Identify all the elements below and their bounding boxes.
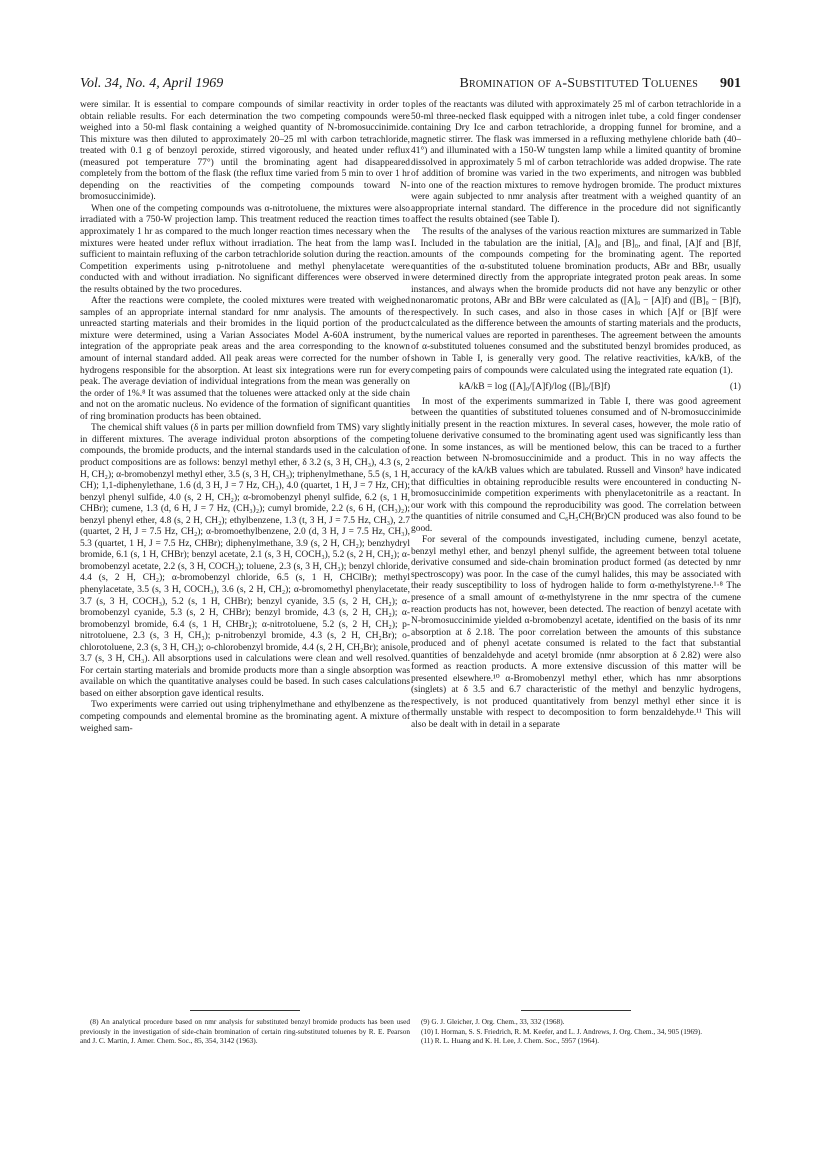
running-head — [80, 76, 741, 92]
right-column — [411, 100, 741, 732]
left-column — [80, 100, 410, 735]
paragraph: In most of the experiments summarized in Table I, there was good agreement between the quantities of substituted toluenes consumed and of N-bromosuccinimide initially present in the reaction mixtures. In several cases, however, the mole ratio of toluene derivative consumed to the brominating agent used was significantly less than one. In some instances, as will be mentioned below, this can be traced to a further reaction between N-bromosuccinimide and a product. This in no way affects the accuracy of the kA/kB values which are tabulated. Russell and Vinson⁹ have indicated that difficulties in obtaining reproducible results were encountered in conducting N-bromosuccinimide competition experiments with phenylacetonitrile as a reactant. In our work with this compound the reproducibility was good. The correlation between the quantities of nitrile consumed and C₆H₅CH(Br)CN produced was also found to be good. — [411, 396, 741, 534]
equation-number: (1) — [729, 381, 741, 393]
running-head-right — [459, 76, 741, 92]
paragraph: were similar. It is essential to compare compounds of similar reactivity in order to obtain reliable results. For each determination the two competing compounds were weighed into a 50-ml flask containing a weighed quantity of N-bromosuccinimide. This mixture was then diluted to approximately 20–25 ml with carbon tetrachloride, treated with 0.1 g of benzoyl peroxide, stirred vigorously, and heated under reflux (measured pot temperature 77°) until the brominating agent had disappeared completely from the bottom of the flask (the reflux time varied from 5 min to over 1 hr depending on the reactivities of the competing compounds toward N-bromosuccinimide). — [80, 100, 410, 203]
footnotes-left — [80, 1010, 410, 1046]
equation-1 — [411, 381, 741, 393]
paragraph: The results of the analyses of the various reaction mixtures are summarized in Table I. Included in the tabulation are the initial, [A]₀ and [B]₀, and final, [A]f and [B]f, amounts of the compounds competing for the brominating agent. The reported quantities of the α-substituted toluene bromination products, ABr and BBr, usually were determined directly from the appropriate integrated proton peak areas. In some instances, and always when the bromide products did not have any benzylic or other nonaromatic protons, ABr and BBr were calculated as ([A]₀ − [A]f) and ([B]₀ − [B]f), respectively. In such cases, and also in those cases in which [A]f or [B]f were calculated as the difference between the amounts of starting materials and the products, the numerical values are reported in parentheses. The agreement between the amounts of α-substituted toluenes consumed and the substituted benzyl bromides produced, as shown in Table I, is generally very good. The relative reactivities, kA/kB, of the competing pairs of compounds were calculated using the integrated rate equation (1). — [411, 227, 741, 376]
footnote: (10) I. Horman, S. S. Friedrich, R. M. Keefer, and L. J. Andrews, J. Org. Chem., 34, 905 (1969). — [421, 1026, 703, 1036]
paragraph: Two experiments were carried out using triphenylmethane and ethylbenzene as the competing compounds and elemental bromine as the brominating agent. A mixture of weighed sam- — [80, 700, 410, 734]
footnote: (8) An analytical procedure based on nmr analysis for substituted benzyl bromide products has been used previously in the investigation of side-chain bromination of certain ring-substituted toluenes by R. E. Pearson and J. C. Martin, J. Amer. Chem. Soc., 85, 354, 3142 (1963). — [80, 1017, 410, 1046]
running-title: Bromination of α-Substituted Toluenes — [459, 76, 698, 91]
page-number: 901 — [720, 76, 741, 91]
journal-volume: Vol. 34, No. 4, April 1969 — [80, 76, 224, 91]
equation-text: kA/kB = log ([A]₀/[A]f)/log ([B]₀/[B]f) — [459, 381, 611, 393]
footnotes-right — [411, 1010, 741, 1046]
paragraph: When one of the competing compounds was α-nitrotoluene, the mixtures were also irradiated with a 750-W projection lamp. This treatment reduced the reaction times to approximately 1 hr as compared to the much longer reaction times necessary when the mixtures were heated under reflux without irradiation. The heat from the lamp was sufficient to maintain refluxing of the carbon tetrachloride solution during the reaction. Competition experiments using p-nitrotoluene and methyl phenylacetate were conducted with and without irradiation. No significant differences were observed in the results obtained by the two procedures. — [80, 203, 410, 295]
paragraph: For several of the compounds investigated, including cumene, benzyl acetate, benzyl methyl ether, and benzyl phenyl sulfide, the agreement between total toluene derivative consumed and side-chain bromination product formed (as detected by nmr spectroscopy) was poor. In the case of the cumyl halides, this may be associated with their ready susceptibility to loss of hydrogen halide to form α-methylstyrene.¹·⁸ The presence of a small amount of α-methylstyrene in the nmr spectra of the cumene reaction products has not, however, been detected. The reaction of benzyl acetate with N-bromosuccinimide yielded α-bromobenzyl acetate, identified on the basis of its nmr absorption at δ 2.18. The poor correlation between the amounts of this substance produced and of phenyl acetate consumed is related to the fact that substantial quantities of benzaldehyde and acetyl bromide (nmr absorption at δ 2.82) were also formed as reaction products. A more extensive discussion of this matter will be presented elsewhere.¹⁰ α-Bromobenzyl methyl ether, which has nmr absorptions (singlets) at δ 3.5 and 6.7 characteristic of the methyl and benzylic hydrogens, respectively, is not produced quantitatively from benzyl methyl ether since it is thermally unstable with respect to decomposition to form benzaldehyde.¹¹ This will also be dealt with in detail in a separate — [411, 535, 741, 730]
paragraph: ples of the reactants was diluted with approximately 25 ml of carbon tetrachloride in a 50-ml three-necked flask equipped with a nitrogen inlet tube, a cold finger condenser containing Dry Ice and carbon tetrachloride, a dropping funnel for bromine, and a magnetic stirrer. The flask was immersed in a refluxing methylene chloride bath (40–41°) and illuminated with a 150-W tungsten lamp while a limited quantity of bromine dissolved in approximately 5 ml of carbon tetrachloride was added dropwise. The rate of addition of bromine was varied in the two experiments, and nitrogen was bubbled into one of the reaction mixtures to remove hydrogen bromide. The product mixtures were again subjected to nmr analysis after treatment with a weighed quantity of an appropriate internal standard. The difference in the procedure did not significantly affect the results obtained (see Table I). — [411, 100, 741, 226]
footnote-rule — [190, 1010, 300, 1011]
paragraph: After the reactions were complete, the cooled mixtures were treated with weighed samples of an appropriate internal standard for nmr analysis. The amounts of the unreacted starting materials and their bromides in the liquid portion of the product mixture were determined, using a Varian Associates Model A-60A instrument, by integration of the appropriate peak areas and the area corresponding to the known amount of internal standard added. All peak areas were corrected for the number of hydrogens responsible for the absorption. At least six integrations were run for every peak. The average deviation of individual integrations from the mean was generally on the order of 1%.⁸ It was assumed that the toluenes were attacked only at the side chain and not on the aromatic nucleus. No evidence of the formation of significant quantities of ring bromination products has been obtained. — [80, 296, 410, 422]
footnote-rule — [521, 1010, 631, 1011]
footnote: (9) G. J. Gleicher, J. Org. Chem., 33, 332 (1968). — [421, 1017, 565, 1026]
paragraph: The chemical shift values (δ in parts per million downfield from TMS) vary slightly in different mixtures. The average individual proton absorptions of the competing compounds, the bromide products, and the internal standards used in the calculation of product compositions are as follows: benzyl methyl ether, δ 3.2 (s, 3 H, CH₃), 4.3 (s, 2 H, CH₂); α-bromobenzyl methyl ether, 3.5 (s, 3 H, CH₃); triphenylmethane, 5.5 (s, 1 H, CH); 1,1-diphenylethane, 1.6 (d, 3 H, J = 7 Hz, CH₃), 4.0 (quartet, 1 H, J = 7 Hz, CH); benzyl phenyl sulfide, 4.0 (s, 2 H, CH₂); α-bromobenzyl phenyl sulfide, 6.2 (s, 1 H, CHBr); cumene, 1.3 (d, 6 H, J = 7 Hz, (CH₃)₂); cumyl bromide, 2.2 (s, 6 H, (CH₃)₂); benzyl phenyl ether, 4.8 (s, 2 H, CH₂); ethylbenzene, 1.3 (t, 3 H, J = 7.5 Hz, CH₃), 2.7 (quartet, 2 H, J = 7.5 Hz, CH₂); α-bromoethylbenzene, 2.0 (d, 3 H, J = 7.5 Hz, CH₃), 5.3 (quartet, 1 H, J = 7.5 Hz, CHBr); diphenylmethane, 3.9 (s, 2 H, CH₂); benzhydryl bromide, 6.1 (s, 1 H, CHBr); benzyl acetate, 2.1 (s, 3 H, COCH₃), 5.2 (s, 2 H, CH₂); α-bromobenzyl acetate, 2.2 (s, 3 H, COCH₃); toluene, 2.3 (s, 3 H, CH₃); benzyl chloride, 4.4 (s, 2 H, CH₂); α-bromobenzyl chloride, 6.5 (s, 1 H, CHClBr); methyl phenylacetate, 3.5 (s, 3 H, COCH₃), 3.6 (s, 2 H, CH₂); α-bromomethyl phenylacetate, 3.7 (s, 3 H, COCH₃), 5.2 (s, 1 H, CHBr); benzyl cyanide, 3.5 (s, 2 H, CH₂); α-bromobenzyl cyanide, 5.3 (s, 2 H, CHBr); benzyl bromide, 4.3 (s, 2 H, CH₂); α-bromobenzyl bromide, 6.4 (s, 1 H, CHBr₂); α-nitrotoluene, 5.2 (s, 2 H, CH₂); p-nitrotoluene, 2.3 (s, 3 H, CH₃); p-nitrobenzyl bromide, 4.3 (s, 2 H, CH₂Br); o-chlorotoluene, 2.3 (s, 3 H, CH₃); o-chlorobenzyl bromide, 4.4 (s, 2 H, CH₂Br); anisole, 3.7 (s, 3 H, CH₃). All absorptions used in calculations were clean and well resolved. For certain starting materials and bromide products more than a single absorption was available on which the quantitative analyses could be based. In such cases calculations based on either absorption gave identical results. — [80, 423, 410, 699]
footnote: (11) R. L. Huang and K. H. Lee, J. Chem. Soc., 5957 (1964). — [421, 1036, 600, 1046]
